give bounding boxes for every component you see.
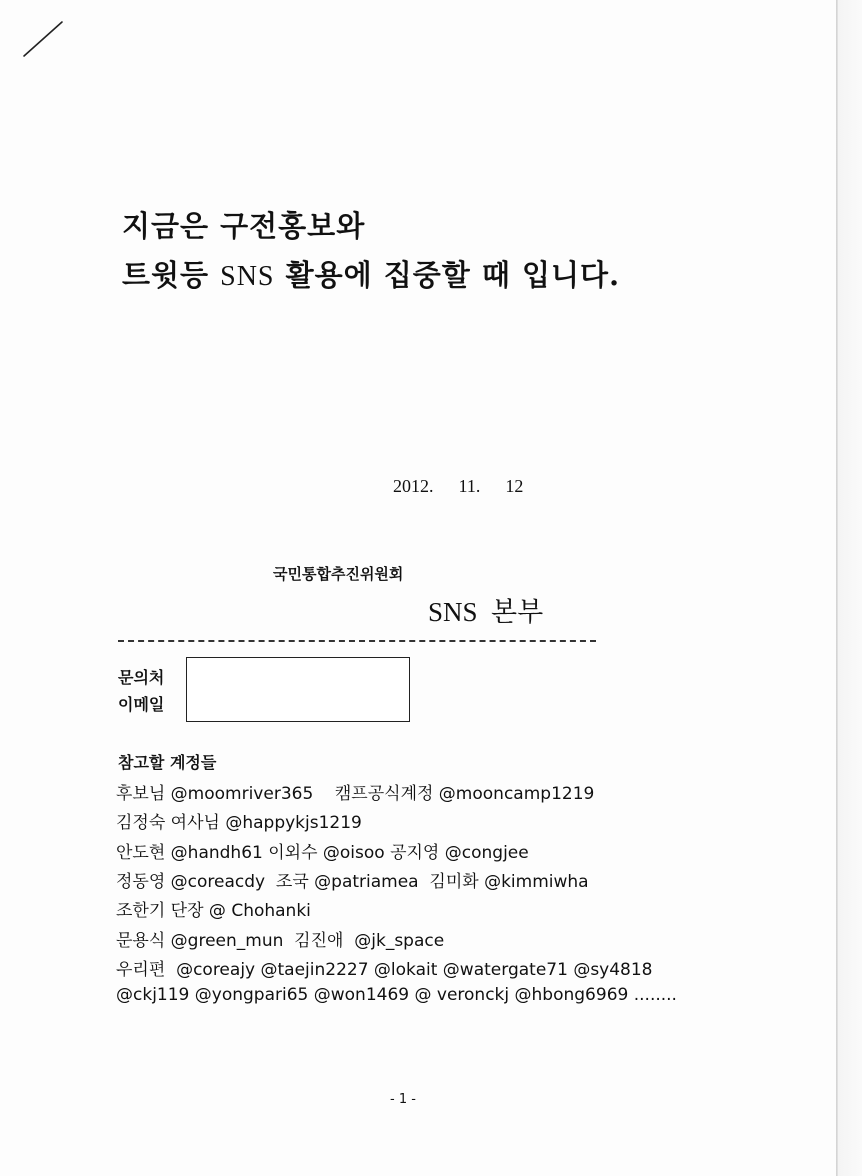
account-line: 조한기 단장 @ Chohanki	[116, 901, 311, 921]
organization-name: 국민통합추진위원회	[273, 565, 404, 583]
headline-line-2-part-b: 활용에 집중할 때 입니다.	[274, 258, 621, 292]
contact-email-label: 이메일	[118, 695, 165, 714]
page-number: - 1 -	[390, 1092, 416, 1107]
headline-line-2	[122, 253, 620, 294]
contact-box	[186, 657, 410, 722]
page-edge-shadow	[838, 0, 862, 1176]
document-date: 2012. 11. 12	[393, 476, 524, 496]
account-line: @ckj119 @yongpari65 @won1469 @ veronckj @hbong6969 ........	[116, 985, 677, 1005]
headline-line-1: 지금은 구전홍보와	[122, 209, 366, 243]
contact-inquiry-label: 문의처	[118, 668, 165, 687]
account-line: 우리편 @coreajy @taejin2227 @lokait @watergate71 @sy4818	[116, 960, 653, 980]
account-line: 정동영 @coreacdy 조국 @patriamea 김미화 @kimmiwha	[116, 872, 589, 892]
dashed-divider	[118, 640, 596, 642]
accounts-heading: 참고할 계정들	[118, 753, 217, 772]
pen-stroke-mark	[22, 20, 66, 60]
account-line: 안도현 @handh61 이외수 @oisoo 공지영 @congjee	[116, 843, 529, 863]
page-edge-line	[836, 0, 838, 1176]
account-line: 문용식 @green_mun 김진애 @jk_space	[116, 931, 445, 951]
account-line: 후보님 @moomriver365 캠프공식계정 @mooncamp1219	[116, 784, 595, 804]
headline-line-2-part-a: 트윗등	[122, 258, 221, 292]
account-line: 김정숙 여사님 @happykjs1219	[116, 813, 362, 833]
headline-line-2-sns: SNS	[220, 261, 275, 292]
department-name: SNS 본부	[428, 597, 544, 627]
